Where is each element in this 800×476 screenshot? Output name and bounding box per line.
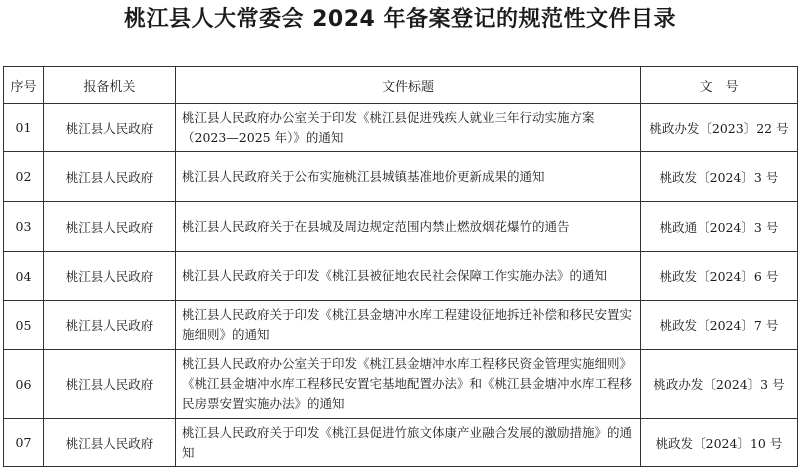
- page-title: 桃江县人大常委会 2024 年备案登记的规范性文件目录: [123, 7, 677, 32]
- row-num: 01: [4, 104, 44, 152]
- table-row: [4, 202, 798, 252]
- table-row: [4, 419, 798, 467]
- catalog-table: [3, 66, 798, 467]
- row-dept: 桃江县人民政府: [44, 152, 176, 202]
- row-doc-number: 桃政发〔2024〕3 号: [641, 152, 798, 202]
- table-row: [4, 152, 798, 202]
- table-header-row: [4, 67, 798, 104]
- row-title: 桃江县人民政府关于印发《桃江县被征地农民社会保障工作实施办法》的通知: [176, 252, 641, 301]
- row-doc-number: 桃政办发〔2023〕22 号: [641, 104, 798, 152]
- row-num: 02: [4, 152, 44, 202]
- table-row: [4, 350, 798, 419]
- header-doc: 文 号: [641, 67, 798, 104]
- row-num: 07: [4, 419, 44, 467]
- row-num: 04: [4, 252, 44, 301]
- row-doc-number: 桃政通〔2024〕3 号: [641, 202, 798, 252]
- row-dept: 桃江县人民政府: [44, 104, 176, 152]
- row-doc-number: 桃政发〔2024〕10 号: [641, 419, 798, 467]
- row-dept: 桃江县人民政府: [44, 202, 176, 252]
- row-title: 桃江县人民政府关于公布实施桃江县城镇基准地价更新成果的通知: [176, 152, 641, 202]
- row-title: 桃江县人民政府关于印发《桃江县金塘冲水库工程建设征地拆迁补偿和移民安置实施细则》的通知: [176, 301, 641, 350]
- row-num: 05: [4, 301, 44, 350]
- row-title: 桃江县人民政府办公室关于印发《桃江县促进残疾人就业三年行动实施方案（2023—2025 年）》的通知: [176, 104, 641, 152]
- row-title: 桃江县人民政府办公室关于印发《桃江县金塘冲水库工程移民资金管理实施细则》《桃江县金塘冲水库工程移民安置宅基地配置办法》和《桃江县金塘冲水库工程移民房票安置实施办法》的通知: [176, 350, 641, 419]
- row-doc-number: 桃政办发〔2024〕3 号: [641, 350, 798, 419]
- row-dept: 桃江县人民政府: [44, 252, 176, 301]
- row-dept: 桃江县人民政府: [44, 419, 176, 467]
- table-row: [4, 301, 798, 350]
- row-title: 桃江县人民政府关于在县城及周边规定范围内禁止燃放烟花爆竹的通告: [176, 202, 641, 252]
- row-doc-number: 桃政发〔2024〕6 号: [641, 252, 798, 301]
- row-num: 03: [4, 202, 44, 252]
- row-doc-number: 桃政发〔2024〕7 号: [641, 301, 798, 350]
- row-title: 桃江县人民政府关于印发《桃江县促进竹旅文体康产业融合发展的激励措施》的通知: [176, 419, 641, 467]
- header-title: 文件标题: [176, 67, 641, 104]
- row-dept: 桃江县人民政府: [44, 301, 176, 350]
- table-row: [4, 252, 798, 301]
- table-row: [4, 104, 798, 152]
- row-num: 06: [4, 350, 44, 419]
- header-dept: 报备机关: [44, 67, 176, 104]
- header-num: 序号: [4, 67, 44, 104]
- row-dept: 桃江县人民政府: [44, 350, 176, 419]
